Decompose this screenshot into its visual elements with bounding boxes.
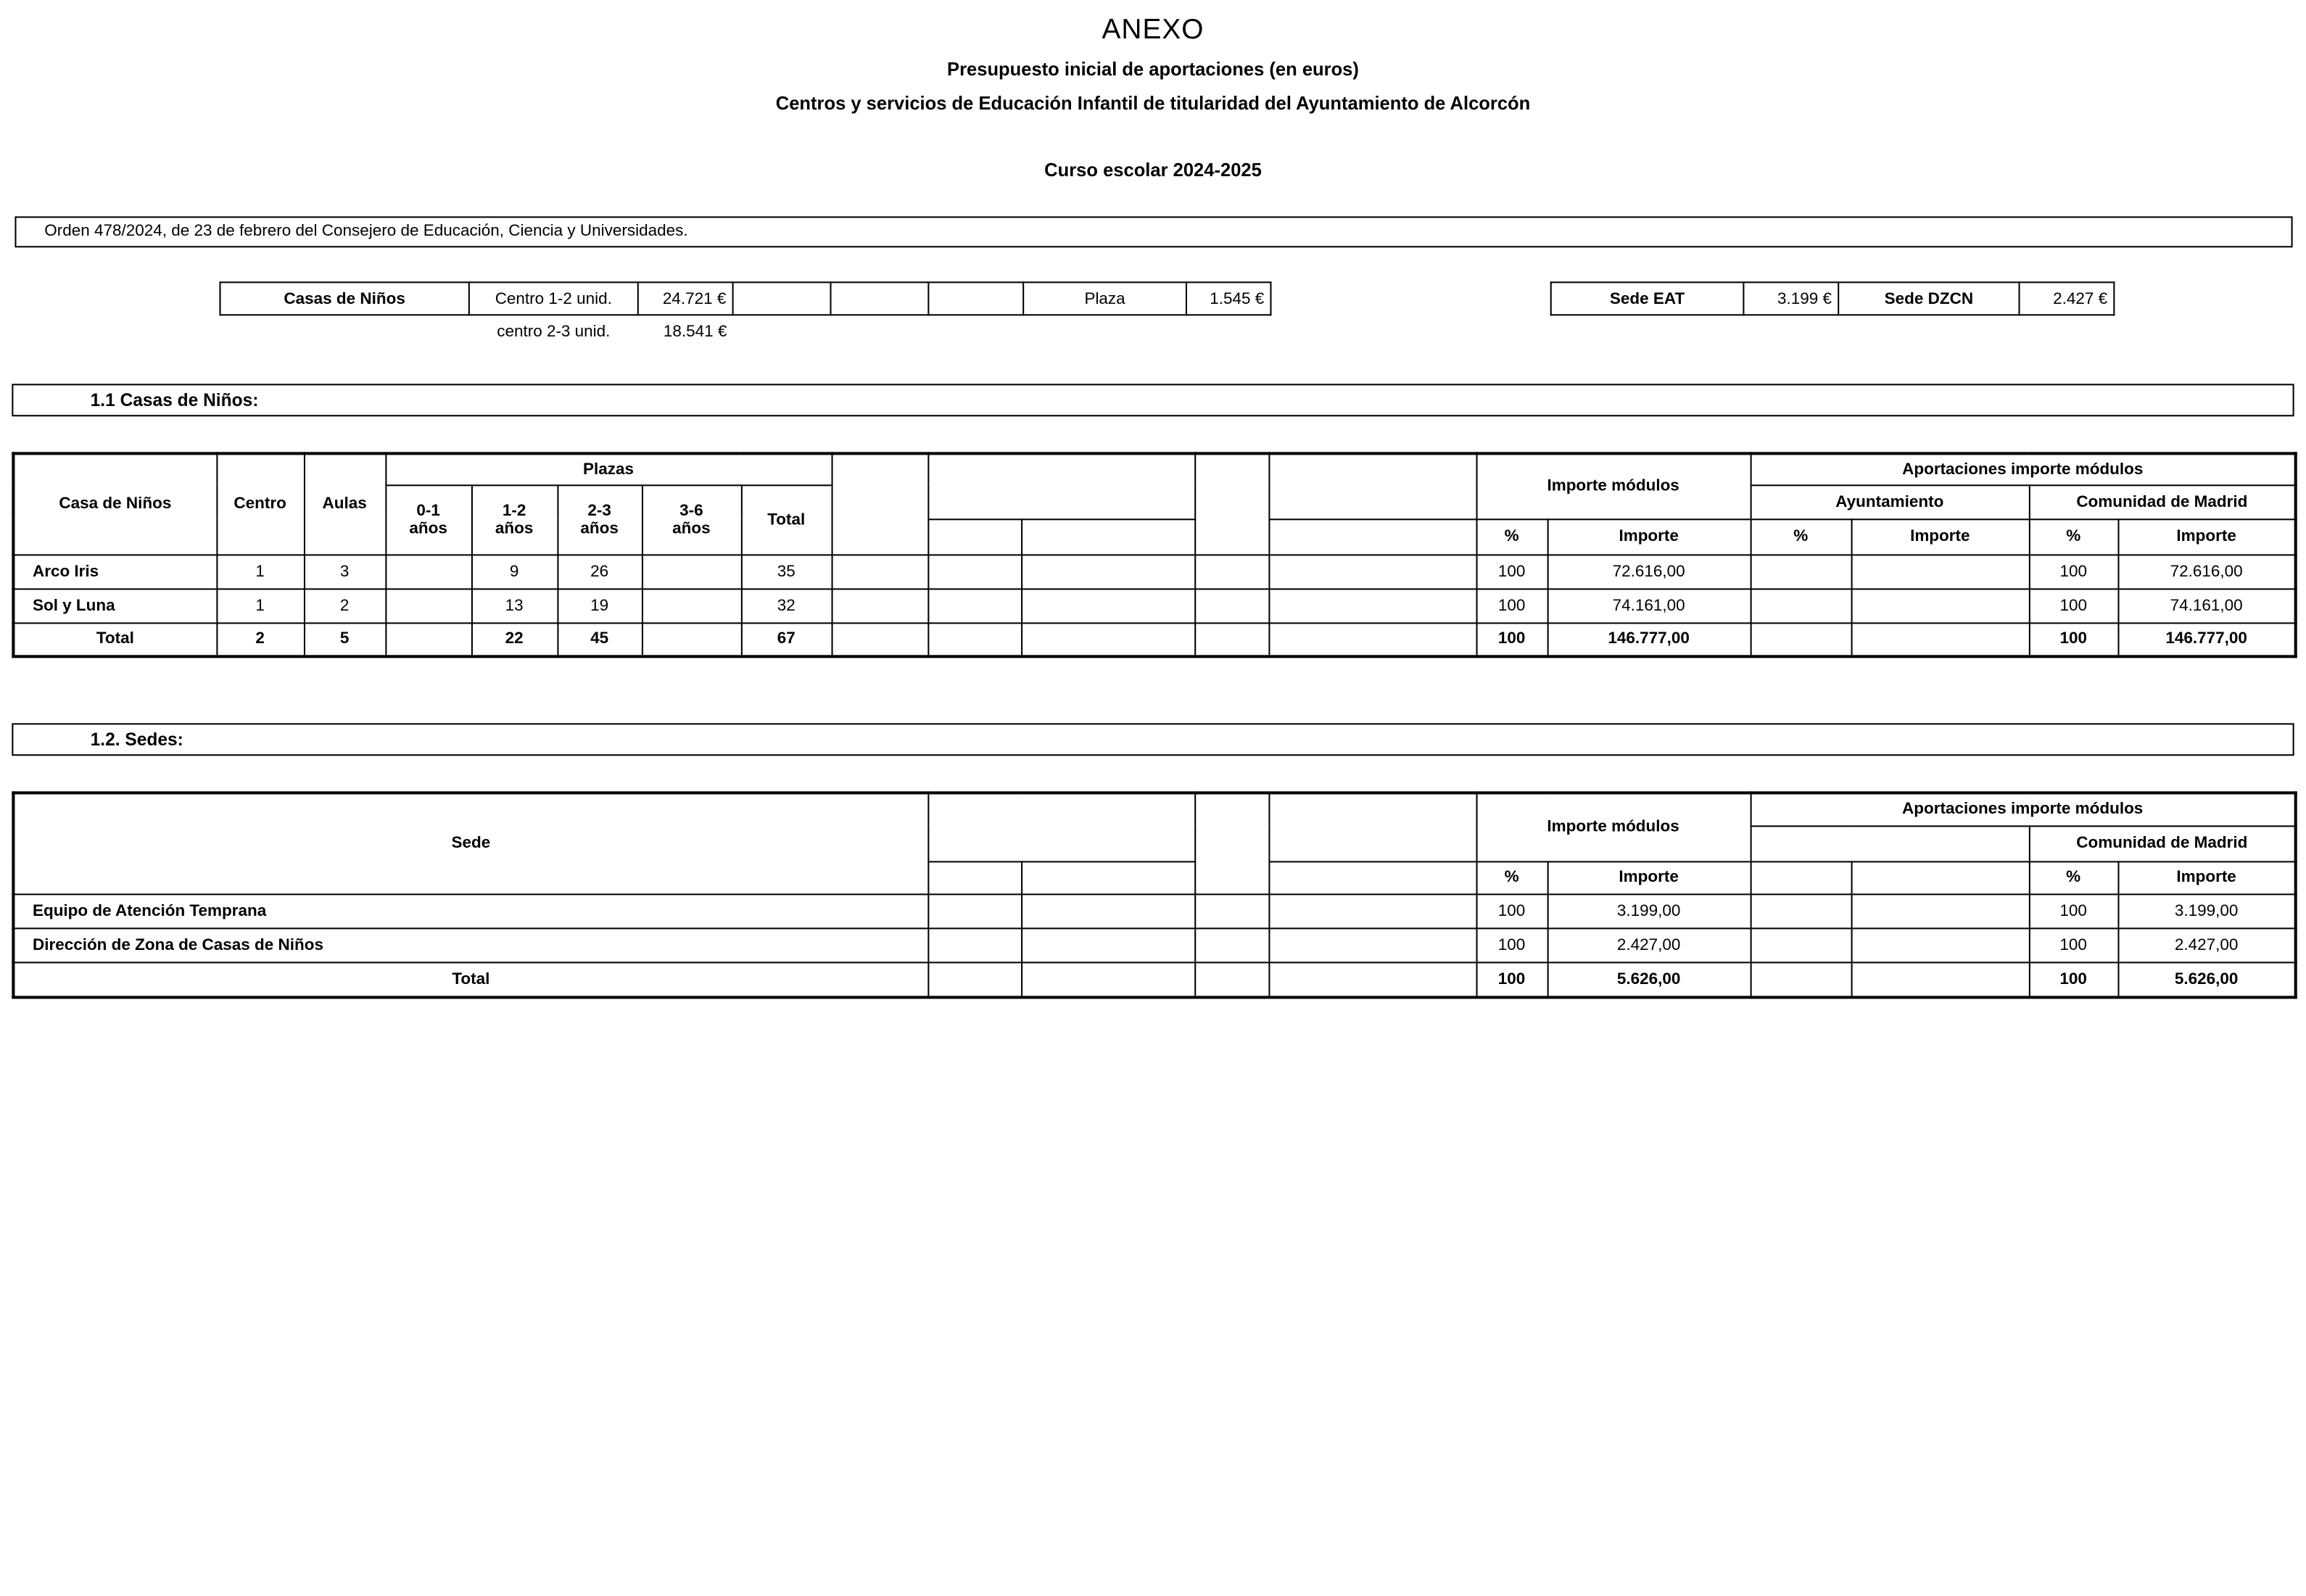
empty-cell	[927, 554, 1021, 588]
cell-mod-importe: 2.427,00	[1547, 927, 1751, 962]
subtitle-presupuesto: Presupuesto inicial de aportaciones (en euros)	[947, 59, 1359, 80]
subtitle-centros: Centros y servicios de Educación Infantil de titularidad del Ayuntamiento de Alcorcón	[775, 93, 1531, 115]
empty-cell	[1021, 518, 1194, 554]
cell-age-1-2: 22	[471, 622, 558, 656]
empty-cell	[1194, 453, 1268, 554]
cell-mod-pct: 100	[1476, 588, 1547, 622]
col-header-ayuntamiento: Ayuntamiento	[1751, 484, 2029, 518]
col-header-total-plazas: Total	[741, 484, 832, 554]
empty-cell	[1194, 554, 1268, 588]
centro-1-2-label: Centro 1-2 unid.	[469, 282, 638, 315]
age-3-6-text: 3-6 años	[672, 501, 711, 537]
cell-mod-pct: 100	[1476, 962, 1547, 997]
rates-row-1	[220, 282, 1270, 315]
cell-mod-importe: 5.626,00	[1547, 962, 1751, 997]
cell-mod-importe: 72.616,00	[1547, 554, 1751, 588]
cell-cm-pct: 100	[2029, 962, 2118, 997]
empty-cell	[832, 588, 928, 622]
empty-cell	[1268, 453, 1476, 518]
empty-cell	[1268, 622, 1476, 656]
age-0-1-text: 0-1 años	[409, 501, 447, 537]
cell-total-plazas: 35	[741, 554, 832, 588]
cell-age-3-6	[642, 554, 741, 588]
cell-age-0-1	[385, 588, 471, 622]
empty-cell	[1021, 554, 1194, 588]
empty-cell	[1751, 893, 1851, 927]
sedes-total-row	[13, 962, 2295, 997]
empty-cell	[1268, 927, 1476, 962]
cell-aulas: 5	[304, 622, 385, 656]
empty-cell	[1021, 927, 1194, 962]
sede-eat-amount: 3.199 €	[1743, 282, 1838, 315]
empty-cell	[927, 518, 1021, 554]
cell-age-0-1	[385, 622, 471, 656]
sedes-row-eat	[13, 893, 2295, 927]
course-label: Curso escolar 2024-2025	[1044, 160, 1262, 181]
empty-cell	[832, 622, 928, 656]
cell-age-2-3: 45	[557, 622, 641, 656]
cell-mod-pct: 100	[1476, 622, 1547, 656]
empty-cell	[927, 622, 1021, 656]
sede-rates-row	[1551, 282, 2115, 315]
cell-age-3-6	[642, 588, 741, 622]
cell-cm-pct: 100	[2029, 554, 2118, 588]
cell-mod-importe: 146.777,00	[1547, 622, 1751, 656]
sedes-row-dzcn	[13, 927, 2295, 962]
cell-age-0-1	[385, 554, 471, 588]
cell-mod-pct: 100	[1476, 893, 1547, 927]
cell-cm-importe: 72.616,00	[2118, 554, 2296, 588]
empty-cell	[1021, 861, 1194, 893]
centro-2-3-label: centro 2-3 unid.	[497, 323, 611, 341]
module-rates-left-table	[219, 281, 1271, 347]
empty-cell	[927, 861, 1021, 893]
cell-ayto-pct	[1751, 588, 1851, 622]
col-header-aportaciones: Aportaciones importe módulos	[1751, 793, 2296, 825]
cell-cm-importe: 146.777,00	[2118, 622, 2296, 656]
col-header-ayto-importe: Importe	[1851, 518, 2029, 554]
empty-cell	[1851, 893, 2029, 927]
cell-mod-pct: 100	[1476, 927, 1547, 962]
empty-cell	[1268, 588, 1476, 622]
empty-cell	[927, 793, 1194, 861]
col-header-importe-modulos: Importe módulos	[1476, 793, 1751, 861]
centro-2-3-amount: 18.541 €	[663, 323, 727, 341]
empty-cell	[927, 453, 1194, 518]
empty-cell	[733, 282, 831, 315]
empty-cell	[927, 893, 1021, 927]
page-title: ANEXO	[1102, 15, 1204, 46]
cell-cm-importe: 74.161,00	[2118, 588, 2296, 622]
empty-cell	[1194, 962, 1268, 997]
sedes-header-row-a	[13, 793, 2295, 825]
col-header-centro: Centro	[216, 453, 304, 554]
cell-cm-importe: 5.626,00	[2117, 962, 2295, 997]
empty-cell	[830, 282, 928, 315]
col-header-cm-importe: Importe	[2117, 861, 2295, 893]
casas-de-ninos-label: Casas de Niños	[220, 282, 468, 315]
cell-total-plazas: 32	[741, 588, 832, 622]
empty-cell	[1268, 793, 1476, 861]
col-header-cm-pct: %	[2029, 518, 2118, 554]
empty-cell	[1268, 554, 1476, 588]
cell-age-1-2: 9	[471, 554, 558, 588]
cell-mod-importe: 3.199,00	[1547, 893, 1751, 927]
empty-cell	[1268, 893, 1476, 927]
rates-row-2	[220, 315, 1270, 347]
empty-cell	[1751, 962, 1851, 997]
cell-ayto-pct	[1751, 554, 1851, 588]
empty-cell	[928, 282, 1023, 315]
empty-cell	[1751, 825, 2029, 861]
empty-cell	[1851, 962, 2029, 997]
col-header-cm-importe: Importe	[2118, 518, 2296, 554]
cell-ayto-pct	[1751, 622, 1851, 656]
empty-cell	[1021, 622, 1194, 656]
col-header-comunidad: Comunidad de Madrid	[2029, 825, 2296, 861]
plaza-label: Plaza	[1023, 282, 1186, 315]
empty-cell	[1021, 588, 1194, 622]
empty-cell	[1194, 622, 1268, 656]
plaza-amount: 1.545 €	[1186, 282, 1270, 315]
cell-cm-pct: 100	[2029, 927, 2118, 962]
section-heading-casas	[12, 384, 2294, 416]
empty-cell	[927, 927, 1021, 962]
empty-cell	[1194, 793, 1268, 893]
col-header-age-2-3	[557, 484, 641, 554]
cell-sede: Equipo de Atención Temprana	[13, 893, 927, 927]
order-note-box	[15, 216, 2292, 247]
cell-casa: Sol y Luna	[13, 588, 216, 622]
cell-aulas: 2	[304, 588, 385, 622]
empty-cell	[1751, 861, 1851, 893]
cell-age-3-6	[642, 622, 741, 656]
cell-sede: Dirección de Zona de Casas de Niños	[13, 927, 927, 962]
cell-ayto-importe	[1851, 588, 2029, 622]
cell-ayto-importe	[1851, 622, 2029, 656]
sedes-table	[12, 791, 2297, 998]
casas-de-ninos-table	[12, 452, 2297, 658]
cell-cm-importe: 3.199,00	[2117, 893, 2295, 927]
cell-mod-pct: 100	[1476, 554, 1547, 588]
cell-cm-importe: 2.427,00	[2117, 927, 2295, 962]
empty-cell	[1851, 861, 2029, 893]
col-header-plazas: Plazas	[385, 453, 831, 484]
empty-cell	[733, 315, 1271, 347]
header-row-a	[13, 453, 2295, 484]
col-header-mod-pct: %	[1476, 861, 1547, 893]
empty-cell	[220, 315, 468, 347]
cell-cm-pct: 100	[2029, 588, 2118, 622]
sede-dzcn-amount: 2.427 €	[2020, 282, 2115, 315]
cell-centro: 1	[216, 554, 304, 588]
empty-cell	[1194, 588, 1268, 622]
cell-ayto-importe	[1851, 554, 2029, 588]
col-header-cm-pct: %	[2029, 861, 2118, 893]
cell-age-2-3: 26	[557, 554, 641, 588]
empty-cell	[1021, 962, 1194, 997]
col-header-sede: Sede	[13, 793, 927, 893]
col-header-age-3-6	[642, 484, 741, 554]
centro-1-2-amount: 24.721 €	[638, 282, 733, 315]
col-header-age-0-1	[385, 484, 471, 554]
age-1-2-text: 1-2 años	[495, 501, 534, 537]
section-heading-casas-text: 1.1 Casas de Niños:	[90, 389, 259, 411]
cell-mod-importe: 74.161,00	[1547, 588, 1751, 622]
col-header-mod-pct: %	[1476, 518, 1547, 554]
empty-cell	[1268, 861, 1476, 893]
empty-cell	[1851, 927, 2029, 962]
empty-cell	[1268, 962, 1476, 997]
col-header-age-1-2	[471, 484, 558, 554]
empty-cell	[927, 588, 1021, 622]
col-header-aportaciones: Aportaciones importe módulos	[1751, 453, 2296, 484]
cell-centro: 1	[216, 588, 304, 622]
empty-cell	[832, 554, 928, 588]
section-heading-sedes	[12, 723, 2294, 756]
cell-total-label: Total	[13, 962, 927, 997]
section-heading-sedes-text: 1.2. Sedes:	[90, 729, 183, 751]
cell-age-2-3: 19	[557, 588, 641, 622]
order-note-text: Orden 478/2024, de 23 de febrero del Consejero de Educación, Ciencia y Universidades.	[44, 222, 688, 241]
cell-age-1-2: 13	[471, 588, 558, 622]
empty-cell	[1268, 518, 1476, 554]
cell-cm-pct: 100	[2029, 893, 2118, 927]
col-header-importe-modulos: Importe módulos	[1476, 453, 1751, 518]
col-header-aulas: Aulas	[304, 453, 385, 554]
empty-cell	[927, 962, 1021, 997]
col-header-mod-importe: Importe	[1547, 861, 1751, 893]
cell-total-plazas: 67	[741, 622, 832, 656]
cell-aulas: 3	[304, 554, 385, 588]
age-2-3-text: 2-3 años	[580, 501, 619, 537]
module-rates-right-table	[1550, 281, 2115, 315]
col-header-mod-importe: Importe	[1547, 518, 1751, 554]
col-header-comunidad: Comunidad de Madrid	[2029, 484, 2296, 518]
sede-dzcn-label: Sede DZCN	[1838, 282, 2019, 315]
col-header-ayto-pct: %	[1751, 518, 1851, 554]
cell-centro: 2	[216, 622, 304, 656]
cell-casa: Arco Iris	[13, 554, 216, 588]
empty-cell	[1194, 927, 1268, 962]
empty-cell	[832, 453, 928, 554]
casas-row-sol-y-luna	[13, 588, 2295, 622]
cell-cm-pct: 100	[2029, 622, 2118, 656]
col-header-casa: Casa de Niños	[13, 453, 216, 554]
empty-cell	[1194, 893, 1268, 927]
sede-eat-label: Sede EAT	[1551, 282, 1744, 315]
empty-cell	[1751, 927, 1851, 962]
casas-total-row	[13, 622, 2295, 656]
empty-cell	[1021, 893, 1194, 927]
casas-row-arco-iris	[13, 554, 2295, 588]
cell-total-label: Total	[13, 622, 216, 656]
